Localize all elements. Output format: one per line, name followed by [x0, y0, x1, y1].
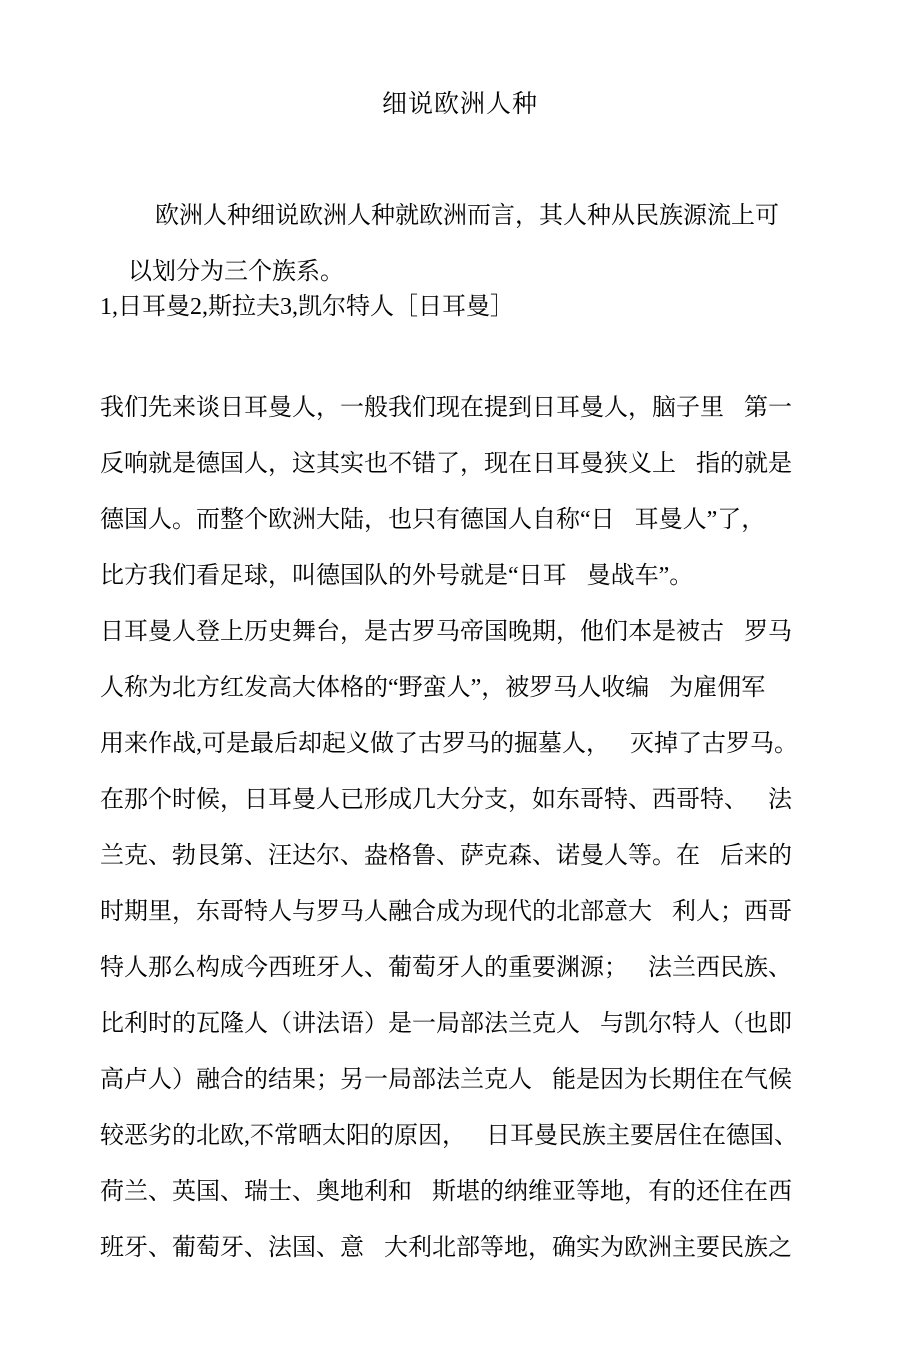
body-paragraphs — [100, 380, 820, 1276]
body-line: 日耳曼人登上历史舞台，是古罗马帝国晚期，他们本是被古 罗马 — [100, 619, 792, 645]
body-line: 用来作战,可是最后却起义做了古罗马的掘墓人， 灭掉了古罗马。 — [100, 731, 798, 757]
body-line: 我们先来谈日耳曼人，一般我们现在提到日耳曼人，脑子里 第一 — [100, 395, 792, 421]
body-line: 在那个时候，日耳曼人已形成几大分支，如东哥特、西哥特、 法 — [100, 787, 792, 813]
body-line: 时期里，东哥特人与罗马人融合成为现代的北部意大 利人；西哥 — [100, 899, 792, 925]
body-line: 人称为北方红发高大体格的“野蛮人”，被罗马人收编 为雇佣军 — [100, 675, 766, 701]
body-line: 德国人。而整个欧洲大陆，也只有德国人自称“日 耳曼人”了， — [100, 507, 766, 533]
body-line: 反响就是德国人，这其实也不错了，现在日耳曼狭义上 指的就是 — [100, 451, 792, 477]
body-line: 班牙、葡萄牙、法国、意 大利北部等地，确实为欧洲主要民族之 — [100, 1235, 792, 1261]
body-line: 高卢人）融合的结果；另一局部法兰克人 能是因为长期住在气候 — [100, 1067, 792, 1093]
body-line: 兰克、勃艮第、汪达尔、盎格鲁、萨克森、诺曼人等。在 后来的 — [100, 843, 792, 869]
body-line: 比方我们看足球，叫德国队的外号就是“日耳 曼战车”。 — [100, 563, 694, 589]
intro-paragraph — [100, 188, 820, 300]
body-line: 较恶劣的北欧,不常晒太阳的原因， 日耳曼民族主要居住在德国、 — [100, 1123, 798, 1149]
body-line: 比利时的瓦隆人（讲法语）是一局部法兰克人 与凯尔特人（也即 — [100, 1011, 792, 1037]
body-line: 荷兰、英国、瑞士、奥地利和 斯堪的纳维亚等地，有的还住在西 — [100, 1179, 792, 1205]
document-title: 细说欧洲人种 — [381, 91, 538, 118]
ethnic-groups-list: 1,日耳曼2,斯拉夫3,凯尔特人［日耳曼］ — [100, 294, 514, 320]
intro-line: 以划分为三个族系。 — [128, 259, 344, 285]
intro-line: 欧洲人种细说欧洲人种就欧洲而言，其人种从民族源流上可 — [155, 203, 779, 229]
body-line: 特人那么构成今西班牙人、葡萄牙人的重要渊源； 法兰西民族、 — [100, 955, 792, 981]
